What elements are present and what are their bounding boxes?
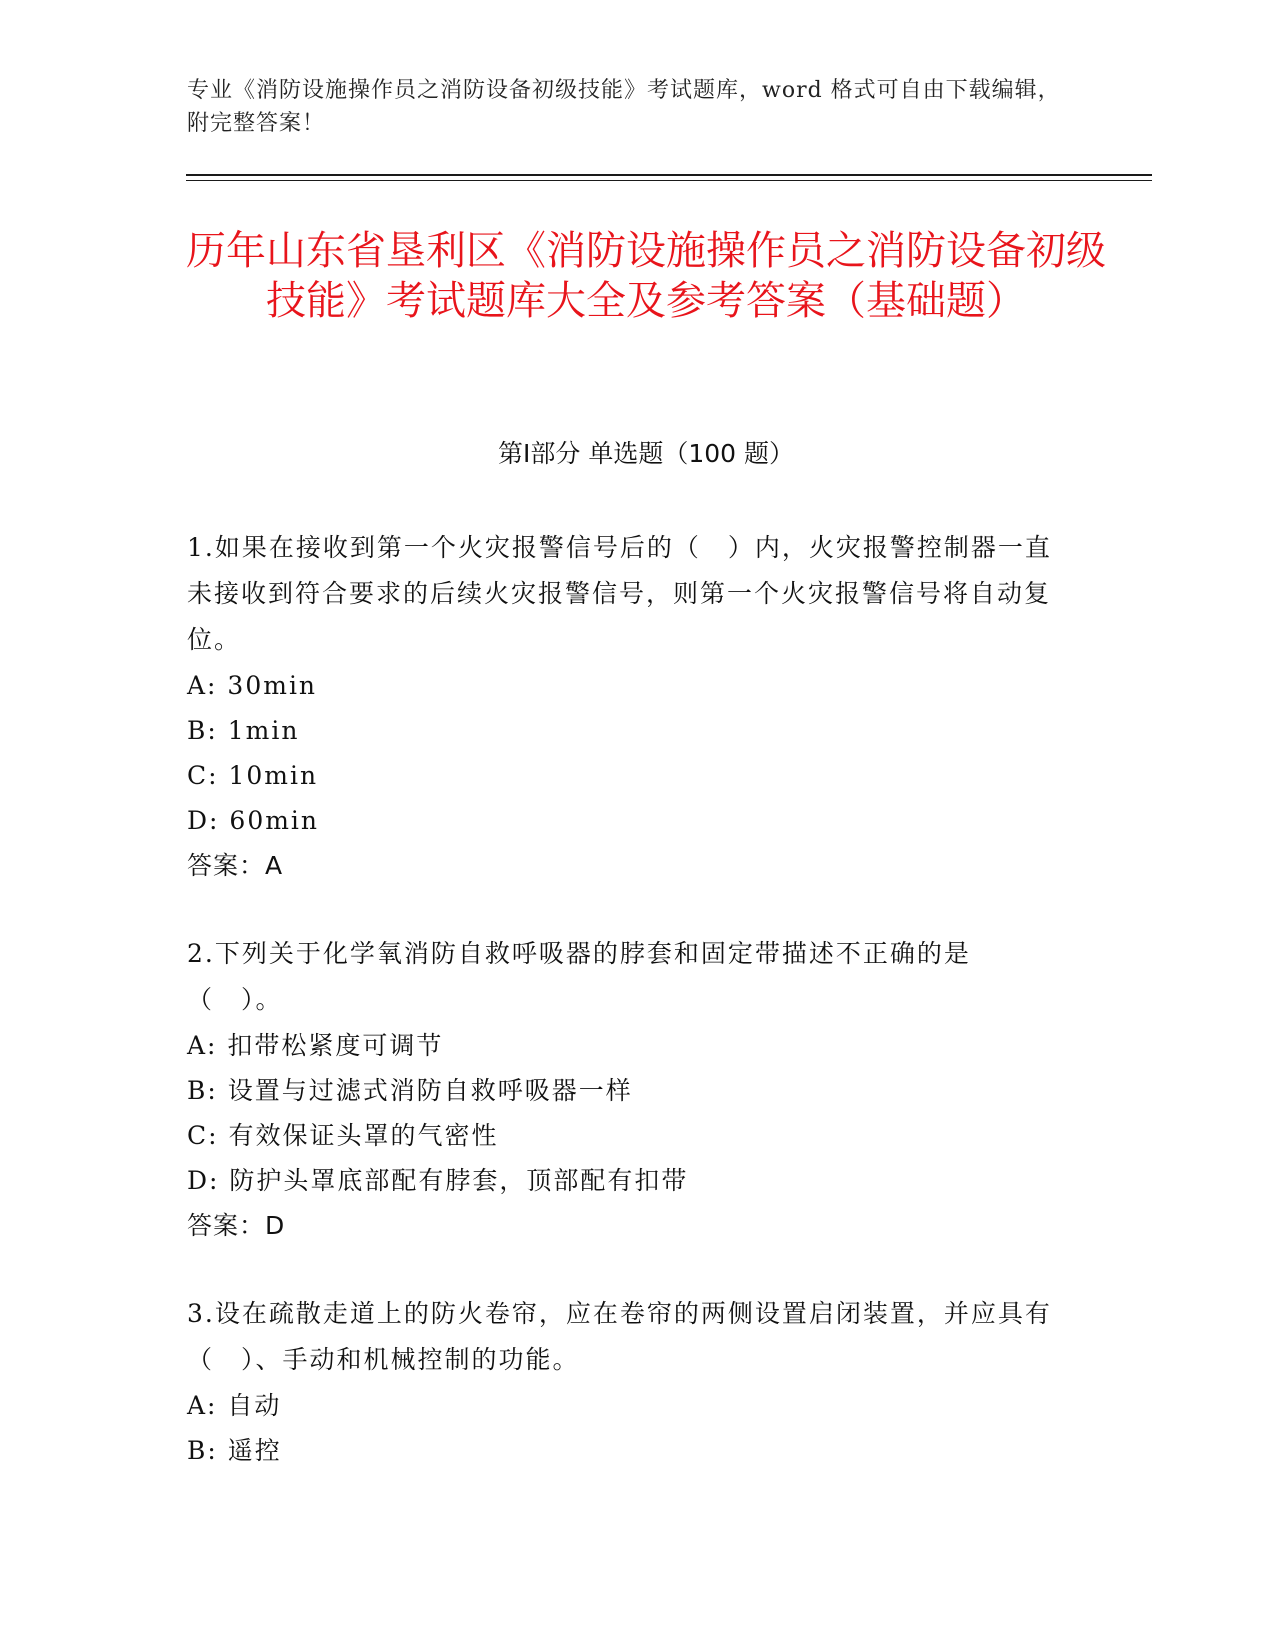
header-rule-thin	[186, 180, 1152, 181]
question-option: B: 遥控	[187, 1436, 282, 1465]
question-option: B: 设置与过滤式消防自救呼吸器一样	[187, 1076, 633, 1105]
question-option: B: 1min	[187, 716, 300, 745]
question-stem: 2.下列关于化学氧消防自救呼吸器的脖套和固定带描述不正确的是（ ）。	[187, 939, 971, 1014]
question-option: C: 10min	[187, 761, 319, 790]
question-item	[187, 1291, 1057, 1473]
question-item	[187, 525, 1057, 889]
question-option: A: 30min	[187, 671, 318, 700]
question-option: D: 防护头罩底部配有脖套，顶部配有扣带	[187, 1166, 689, 1195]
question-item	[187, 931, 1057, 1249]
question-answer: 答案：D	[187, 1211, 286, 1240]
question-stem: 1.如果在接收到第一个火灾报警信号后的（ ）内，火灾报警控制器一直未接收到符合要求的后续火灾报警信号，则第一个火灾报警信号将自动复位。	[187, 533, 1052, 654]
header-rule-thick	[186, 174, 1152, 176]
question-list	[187, 525, 1057, 1515]
question-option: D: 60min	[187, 806, 320, 835]
header-note: 专业《消防设施操作员之消防设备初级技能》考试题库，word 格式可自由下载编辑，附完整答案！	[187, 78, 1061, 136]
question-option: C: 有效保证头罩的气密性	[187, 1121, 499, 1150]
question-stem: 3.设在疏散走道上的防火卷帘，应在卷帘的两侧设置启闭装置，并应具有（ ）、手动和机械控制的功能。	[187, 1299, 1052, 1374]
question-option: A: 扣带松紧度可调节	[187, 1031, 444, 1060]
question-answer: 答案：A	[187, 851, 284, 880]
section-heading: 第Ⅰ部分 单选题（100 题）	[498, 439, 794, 468]
question-option: A: 自动	[187, 1391, 282, 1420]
document-title: 历年山东省垦利区《消防设施操作员之消防设备初级技能》考试题库大全及参考答案（基础题）	[186, 228, 1106, 324]
